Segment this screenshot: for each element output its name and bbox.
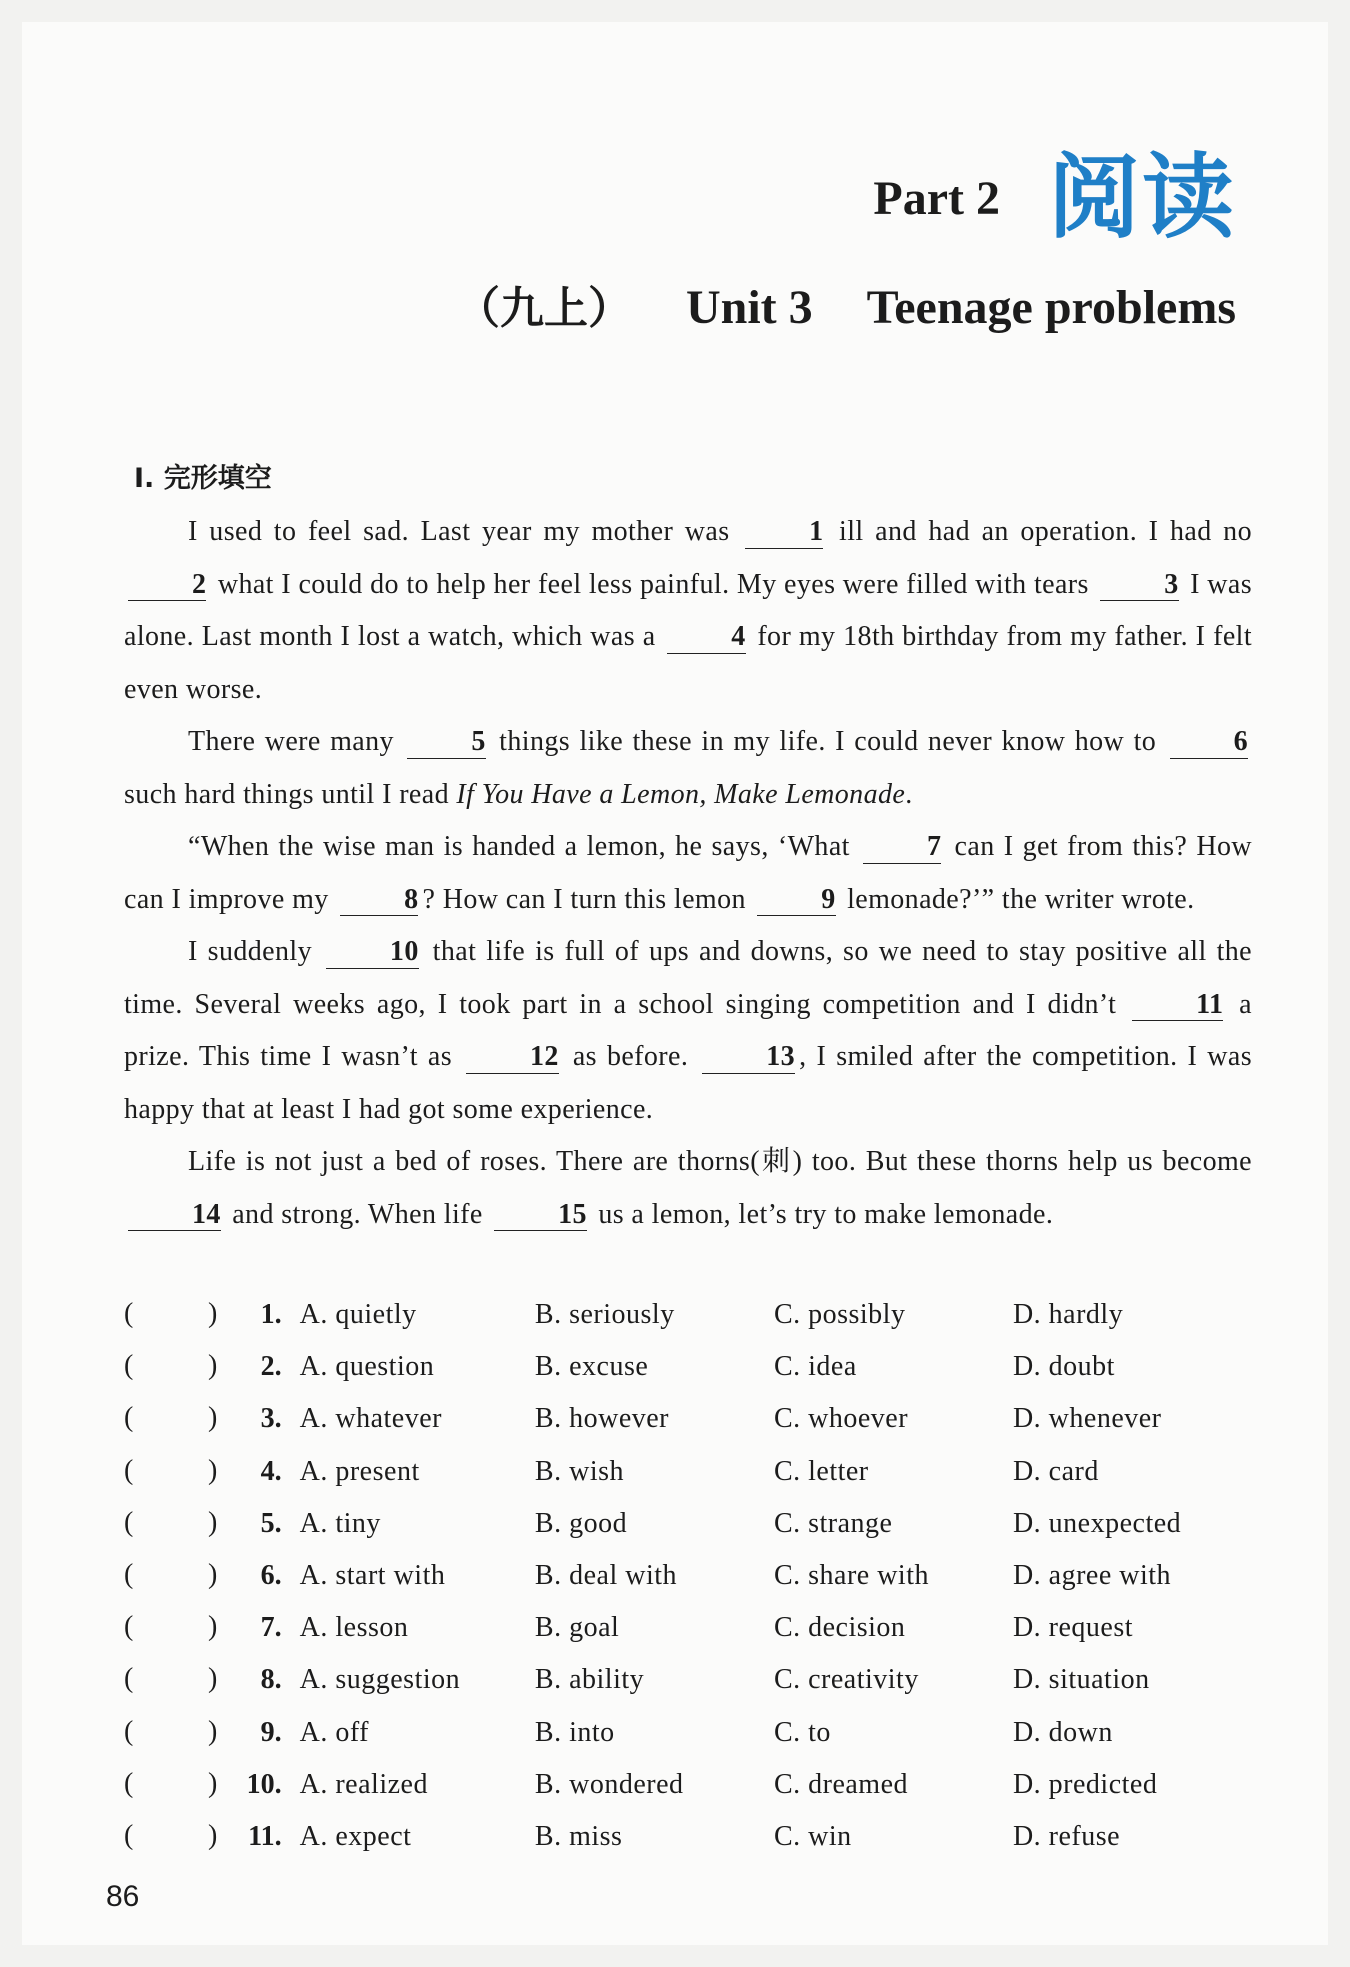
passage-text: I used to feel sad. Last year my mother was [188, 516, 742, 547]
page-number: 86 [106, 1880, 140, 1913]
question-row [124, 1498, 1252, 1550]
option-d: D. doubt [1012, 1351, 1115, 1383]
option-d: D. situation [1012, 1664, 1150, 1696]
paren-close: ) [208, 1611, 218, 1643]
option-d: D. whenever [1012, 1403, 1162, 1435]
passage-text: lemonade?’” the writer wrote. [839, 883, 1195, 915]
option-b: B. ability [534, 1664, 645, 1696]
section-title: Ⅰ. 完形填空 [134, 463, 272, 494]
option-c: C. to [773, 1716, 831, 1748]
option-a: A. suggestion [299, 1664, 461, 1696]
option-a: A. realized [299, 1768, 428, 1800]
page-sheet [22, 22, 1328, 1945]
option-a: A. quietly [299, 1299, 417, 1331]
question-number: 9. [260, 1716, 282, 1748]
paren-open: ( [124, 1559, 134, 1591]
option-c: C. dreamed [773, 1768, 908, 1800]
question-number: 5. [260, 1507, 282, 1539]
question-number: 3. [260, 1403, 282, 1435]
part-heading [873, 144, 1236, 251]
option-b: B. wondered [534, 1768, 684, 1800]
option-a: A. present [299, 1455, 420, 1487]
question-row [124, 1707, 1252, 1759]
unit-label: Unit 3 [685, 281, 813, 334]
passage-text: , I smiled after the competition. I was happy that at least I had got some experience. [124, 1041, 1252, 1125]
unit-title: Teenage problems [866, 281, 1236, 334]
paren-open: ( [124, 1402, 134, 1434]
passage-text: ? How can I turn this lemon [422, 883, 754, 915]
grade-label: （九上） [455, 283, 632, 334]
option-b: B. goal [534, 1612, 620, 1644]
blank-number: 14 [128, 1200, 221, 1232]
blank-number: 11 [1132, 990, 1223, 1022]
option-b: B. miss [534, 1820, 623, 1852]
paren-open: ( [124, 1715, 134, 1747]
option-d: D. agree with [1012, 1560, 1172, 1592]
passage-text: that life is full of ups and downs, so we need to stay positive all the time. Several weeks ago, I took part in a school singing competition and I didn’t [124, 936, 1253, 1020]
passage-paragraph [124, 716, 1252, 821]
passage-paragraph [124, 506, 1252, 716]
options-list [124, 1289, 1252, 1863]
question-number: 1. [260, 1299, 282, 1331]
option-a: A. question [299, 1351, 435, 1383]
option-c: C. possibly [773, 1299, 906, 1331]
question-number: 7. [260, 1612, 282, 1644]
question-row [124, 1341, 1252, 1393]
passage-text: can I get from this? How can I improve my [124, 831, 1253, 915]
blank-number: 3 [1100, 570, 1178, 602]
question-row [124, 1446, 1252, 1498]
option-b: B. good [534, 1507, 628, 1539]
option-b: B. however [534, 1403, 669, 1435]
option-a: A. expect [299, 1820, 412, 1852]
question-number: 10. [246, 1768, 282, 1800]
option-c: C. letter [773, 1455, 869, 1487]
option-a: A. start with [299, 1560, 446, 1592]
paren-open: ( [124, 1663, 134, 1695]
passage-text: There were many [188, 726, 404, 757]
option-c: C. strange [773, 1507, 893, 1539]
question-number: 11. [248, 1820, 282, 1852]
option-c: C. decision [773, 1612, 906, 1644]
paren-close: ) [208, 1559, 218, 1591]
question-row [124, 1654, 1252, 1706]
blank-number: 7 [863, 832, 941, 864]
option-b: B. into [534, 1716, 615, 1748]
option-c: C. idea [773, 1351, 857, 1383]
question-row [124, 1550, 1252, 1602]
paren-close: ) [208, 1350, 218, 1382]
paren-close: ) [208, 1767, 218, 1799]
passage-paragraph [124, 821, 1252, 926]
passage-text: things like these in my life. I could never know how to [489, 726, 1166, 757]
option-b: B. excuse [534, 1351, 649, 1383]
passage-text: I was alone. Last month I lost a watch, which was a [124, 568, 1252, 652]
part-title-cn: 阅读 [1047, 144, 1236, 251]
option-d: D. hardly [1012, 1299, 1124, 1331]
option-c: C. share with [773, 1560, 929, 1592]
question-row [124, 1289, 1252, 1341]
blank-number: 12 [466, 1042, 559, 1074]
option-b: B. deal with [534, 1560, 678, 1592]
blank-number: 5 [407, 727, 485, 759]
question-number: 2. [260, 1351, 282, 1383]
option-d: D. card [1012, 1455, 1099, 1487]
passage-text: for my 18th birthday from my father. I felt even worse. [124, 621, 1253, 705]
blank-number: 13 [702, 1042, 795, 1074]
paren-close: ) [208, 1298, 218, 1330]
passage-text: . [905, 778, 913, 810]
passage-paragraph [124, 1136, 1252, 1241]
passage-text: Life is not just a bed of roses. There are thorns(刺) too. But these thorns help us become [188, 1146, 1252, 1177]
option-d: D. unexpected [1012, 1507, 1182, 1539]
paren-open: ( [124, 1767, 134, 1799]
passage-text: and strong. When life [224, 1198, 491, 1230]
part-label: Part 2 [873, 171, 1000, 225]
paren-close: ) [208, 1454, 218, 1486]
passage-text: I suddenly [188, 936, 322, 967]
paren-close: ) [208, 1819, 218, 1851]
option-d: D. predicted [1012, 1768, 1158, 1800]
paren-open: ( [124, 1611, 134, 1643]
question-number: 6. [260, 1560, 282, 1592]
option-a: A. lesson [299, 1612, 409, 1644]
option-d: D. request [1012, 1612, 1134, 1644]
option-c: C. creativity [773, 1664, 919, 1696]
option-d: D. refuse [1012, 1820, 1121, 1852]
option-b: B. seriously [534, 1299, 675, 1331]
book-title: If You Have a Lemon, Make Lemonade [456, 778, 906, 810]
blank-number: 1 [745, 517, 823, 549]
blank-number: 4 [667, 622, 745, 654]
passage-paragraph [124, 926, 1252, 1136]
option-a: A. tiny [299, 1507, 381, 1539]
question-row [124, 1811, 1252, 1863]
passage-text: “When the wise man is handed a lemon, he says, ‘What [188, 831, 859, 862]
blank-number: 2 [128, 570, 206, 602]
passage-text: us a lemon, let’s try to make lemonade. [590, 1198, 1054, 1230]
option-d: D. down [1012, 1716, 1113, 1748]
unit-heading [456, 272, 1236, 336]
question-row [124, 1393, 1252, 1445]
passage-text: as before. [562, 1041, 699, 1072]
paren-open: ( [124, 1350, 134, 1382]
cloze-passage [124, 506, 1252, 1241]
blank-number: 8 [340, 885, 418, 917]
passage-text: such hard things until I read [124, 778, 457, 810]
blank-number: 9 [757, 885, 835, 917]
passage-text: ill and had an operation. I had no [827, 516, 1252, 547]
question-number: 8. [260, 1664, 282, 1696]
paren-close: ) [208, 1402, 218, 1434]
paren-open: ( [124, 1454, 134, 1486]
passage-text: what I could do to help her feel less painful. My eyes were filled with tears [210, 568, 1097, 600]
blank-number: 15 [494, 1200, 587, 1232]
option-a: A. off [299, 1716, 370, 1748]
question-number: 4. [260, 1455, 282, 1487]
blank-number: 10 [326, 937, 419, 969]
option-a: A. whatever [299, 1403, 442, 1435]
paren-close: ) [208, 1715, 218, 1747]
question-row [124, 1602, 1252, 1654]
paren-close: ) [208, 1506, 218, 1538]
paren-open: ( [124, 1506, 134, 1538]
option-c: C. win [773, 1820, 852, 1852]
passage-text: a prize. This time I wasn’t as [124, 988, 1252, 1072]
paren-open: ( [124, 1819, 134, 1851]
option-b: B. wish [534, 1455, 624, 1487]
option-c: C. whoever [773, 1403, 909, 1435]
blank-number: 6 [1170, 727, 1248, 759]
question-row [124, 1759, 1252, 1811]
paren-close: ) [208, 1663, 218, 1695]
paren-open: ( [124, 1298, 134, 1330]
